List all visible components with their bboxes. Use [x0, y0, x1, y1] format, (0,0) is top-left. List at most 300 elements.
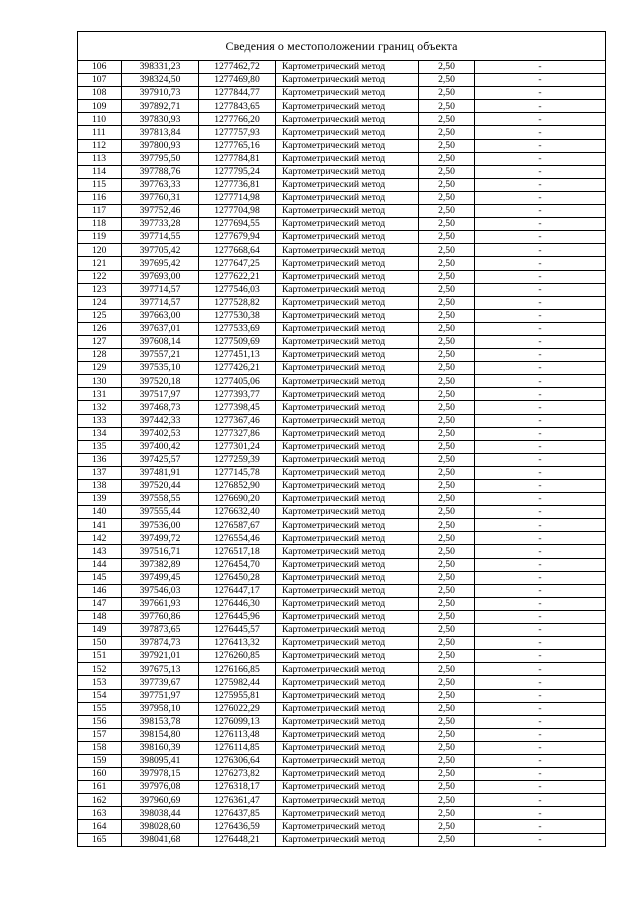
accuracy-cell: 2,50 [419, 309, 475, 322]
table-row [78, 322, 606, 335]
method-cell: Картометрический метод [276, 532, 419, 545]
description-cell: - [475, 676, 606, 689]
coordinate-y-cell: 1277145,78 [199, 466, 276, 479]
coordinate-x-cell: 397714,57 [122, 283, 199, 296]
coordinate-y-cell: 1276554,46 [199, 532, 276, 545]
point-number-cell: 164 [78, 820, 122, 833]
method-cell: Картометрический метод [276, 362, 419, 375]
coordinate-y-cell: 1276273,82 [199, 768, 276, 781]
coordinate-y-cell: 1276447,17 [199, 584, 276, 597]
method-cell: Картометрический метод [276, 191, 419, 204]
coordinate-x-cell: 397714,55 [122, 231, 199, 244]
method-cell: Картометрический метод [276, 715, 419, 728]
point-number-cell: 128 [78, 349, 122, 362]
description-cell: - [475, 545, 606, 558]
point-number-cell: 115 [78, 178, 122, 191]
accuracy-cell: 2,50 [419, 741, 475, 754]
point-number-cell: 150 [78, 637, 122, 650]
coordinate-x-cell: 397481,91 [122, 466, 199, 479]
table-row [78, 689, 606, 702]
description-cell: - [475, 87, 606, 100]
accuracy-cell: 2,50 [419, 74, 475, 87]
accuracy-cell: 2,50 [419, 100, 475, 113]
description-cell: - [475, 362, 606, 375]
coordinate-y-cell: 1277679,94 [199, 231, 276, 244]
method-cell: Картометрический метод [276, 506, 419, 519]
accuracy-cell: 2,50 [419, 453, 475, 466]
coordinate-x-cell: 397921,01 [122, 650, 199, 663]
table-row [78, 610, 606, 623]
accuracy-cell: 2,50 [419, 349, 475, 362]
coordinate-y-cell: 1276448,21 [199, 833, 276, 846]
accuracy-cell: 2,50 [419, 768, 475, 781]
accuracy-cell: 2,50 [419, 663, 475, 676]
table-row [78, 244, 606, 257]
coordinate-y-cell: 1276436,59 [199, 820, 276, 833]
method-cell: Картометрический метод [276, 610, 419, 623]
coordinate-y-cell: 1277622,21 [199, 270, 276, 283]
accuracy-cell: 2,50 [419, 676, 475, 689]
method-cell: Картометрический метод [276, 663, 419, 676]
accuracy-cell: 2,50 [419, 506, 475, 519]
description-cell: - [475, 218, 606, 231]
coordinate-x-cell: 397978,15 [122, 768, 199, 781]
point-number-cell: 162 [78, 794, 122, 807]
point-number-cell: 142 [78, 532, 122, 545]
table-row [78, 493, 606, 506]
description-cell: - [475, 833, 606, 846]
coordinate-x-cell: 397442,33 [122, 414, 199, 427]
coordinate-x-cell: 397795,50 [122, 152, 199, 165]
coordinate-x-cell: 397546,03 [122, 584, 199, 597]
accuracy-cell: 2,50 [419, 388, 475, 401]
point-number-cell: 151 [78, 650, 122, 663]
coordinate-x-cell: 397608,14 [122, 335, 199, 348]
point-number-cell: 116 [78, 191, 122, 204]
table-row [78, 178, 606, 191]
table-row [78, 165, 606, 178]
table-row [78, 74, 606, 87]
point-number-cell: 111 [78, 126, 122, 139]
method-cell: Картометрический метод [276, 794, 419, 807]
accuracy-cell: 2,50 [419, 178, 475, 191]
coordinate-y-cell: 1276306,64 [199, 754, 276, 767]
coordinate-y-cell: 1277469,80 [199, 74, 276, 87]
point-number-cell: 148 [78, 610, 122, 623]
description-cell: - [475, 440, 606, 453]
coordinate-x-cell: 397675,13 [122, 663, 199, 676]
description-cell: - [475, 349, 606, 362]
table-row [78, 597, 606, 610]
coordinate-x-cell: 397960,69 [122, 794, 199, 807]
accuracy-cell: 2,50 [419, 637, 475, 650]
coordinate-y-cell: 1277301,24 [199, 440, 276, 453]
method-cell: Картометрический метод [276, 218, 419, 231]
point-number-cell: 138 [78, 480, 122, 493]
coordinate-y-cell: 1276450,28 [199, 571, 276, 584]
description-cell: - [475, 322, 606, 335]
coordinate-x-cell: 397695,42 [122, 257, 199, 270]
method-cell: Картометрический метод [276, 283, 419, 296]
coordinate-x-cell: 397637,01 [122, 322, 199, 335]
method-cell: Картометрический метод [276, 493, 419, 506]
coordinate-y-cell: 1277795,24 [199, 165, 276, 178]
point-number-cell: 143 [78, 545, 122, 558]
table-row [78, 637, 606, 650]
coordinate-y-cell: 1276166,85 [199, 663, 276, 676]
table-row [78, 781, 606, 794]
coordinate-x-cell: 397751,97 [122, 689, 199, 702]
accuracy-cell: 2,50 [419, 165, 475, 178]
point-number-cell: 108 [78, 87, 122, 100]
method-cell: Картометрический метод [276, 427, 419, 440]
point-number-cell: 109 [78, 100, 122, 113]
coordinate-y-cell: 1277259,39 [199, 453, 276, 466]
description-cell: - [475, 309, 606, 322]
method-cell: Картометрический метод [276, 820, 419, 833]
coordinate-y-cell: 1277528,82 [199, 296, 276, 309]
table-row [78, 624, 606, 637]
coordinate-x-cell: 398041,68 [122, 833, 199, 846]
accuracy-cell: 2,50 [419, 833, 475, 846]
method-cell: Картометрический метод [276, 597, 419, 610]
method-cell: Картометрический метод [276, 624, 419, 637]
table-row [78, 427, 606, 440]
accuracy-cell: 2,50 [419, 375, 475, 388]
point-number-cell: 132 [78, 401, 122, 414]
coordinate-x-cell: 397763,33 [122, 178, 199, 191]
description-cell: - [475, 650, 606, 663]
coordinate-x-cell: 398038,44 [122, 807, 199, 820]
description-cell: - [475, 584, 606, 597]
coordinate-y-cell: 1276099,13 [199, 715, 276, 728]
table-row [78, 231, 606, 244]
coordinate-y-cell: 1276690,20 [199, 493, 276, 506]
coordinate-y-cell: 1276446,30 [199, 597, 276, 610]
point-number-cell: 141 [78, 519, 122, 532]
description-cell: - [475, 244, 606, 257]
description-cell: - [475, 466, 606, 479]
description-cell: - [475, 139, 606, 152]
description-cell: - [475, 624, 606, 637]
point-number-cell: 159 [78, 754, 122, 767]
point-number-cell: 137 [78, 466, 122, 479]
point-number-cell: 135 [78, 440, 122, 453]
coordinate-x-cell: 397520,44 [122, 480, 199, 493]
accuracy-cell: 2,50 [419, 807, 475, 820]
method-cell: Картометрический метод [276, 74, 419, 87]
table-row [78, 453, 606, 466]
coordinate-x-cell: 397910,73 [122, 87, 199, 100]
table-row [78, 584, 606, 597]
description-cell: - [475, 178, 606, 191]
table-row [78, 349, 606, 362]
table-row [78, 270, 606, 283]
coordinate-x-cell: 398154,80 [122, 728, 199, 741]
method-cell: Картометрический метод [276, 741, 419, 754]
coordinate-y-cell: 1277647,25 [199, 257, 276, 270]
coordinate-x-cell: 398153,78 [122, 715, 199, 728]
coordinate-x-cell: 397517,97 [122, 388, 199, 401]
table-row [78, 375, 606, 388]
point-number-cell: 118 [78, 218, 122, 231]
point-number-cell: 126 [78, 322, 122, 335]
description-cell: - [475, 571, 606, 584]
accuracy-cell: 2,50 [419, 715, 475, 728]
table-row [78, 676, 606, 689]
description-cell: - [475, 231, 606, 244]
accuracy-cell: 2,50 [419, 650, 475, 663]
point-number-cell: 140 [78, 506, 122, 519]
coordinate-y-cell: 1277405,06 [199, 375, 276, 388]
method-cell: Картометрический метод [276, 375, 419, 388]
method-cell: Картометрический метод [276, 545, 419, 558]
point-number-cell: 161 [78, 781, 122, 794]
coordinate-x-cell: 397705,42 [122, 244, 199, 257]
method-cell: Картометрический метод [276, 349, 419, 362]
point-number-cell: 152 [78, 663, 122, 676]
method-cell: Картометрический метод [276, 401, 419, 414]
method-cell: Картометрический метод [276, 571, 419, 584]
table-body [78, 61, 606, 847]
point-number-cell: 110 [78, 113, 122, 126]
method-cell: Картометрический метод [276, 270, 419, 283]
method-cell: Картометрический метод [276, 61, 419, 74]
method-cell: Картометрический метод [276, 650, 419, 663]
point-number-cell: 106 [78, 61, 122, 74]
accuracy-cell: 2,50 [419, 728, 475, 741]
method-cell: Картометрический метод [276, 637, 419, 650]
accuracy-cell: 2,50 [419, 754, 475, 767]
point-number-cell: 139 [78, 493, 122, 506]
method-cell: Картометрический метод [276, 139, 419, 152]
description-cell: - [475, 715, 606, 728]
coordinate-x-cell: 397516,71 [122, 545, 199, 558]
table-row [78, 61, 606, 74]
method-cell: Картометрический метод [276, 466, 419, 479]
point-number-cell: 107 [78, 74, 122, 87]
table-row [78, 794, 606, 807]
coordinate-x-cell: 397788,76 [122, 165, 199, 178]
accuracy-cell: 2,50 [419, 414, 475, 427]
coordinate-x-cell: 398095,41 [122, 754, 199, 767]
accuracy-cell: 2,50 [419, 532, 475, 545]
point-number-cell: 123 [78, 283, 122, 296]
coordinate-y-cell: 1276437,85 [199, 807, 276, 820]
point-number-cell: 130 [78, 375, 122, 388]
point-number-cell: 163 [78, 807, 122, 820]
coordinate-y-cell: 1277393,77 [199, 388, 276, 401]
coordinate-y-cell: 1277844,77 [199, 87, 276, 100]
coordinate-x-cell: 398331,23 [122, 61, 199, 74]
description-cell: - [475, 637, 606, 650]
description-cell: - [475, 257, 606, 270]
method-cell: Картометрический метод [276, 165, 419, 178]
coordinate-x-cell: 397468,73 [122, 401, 199, 414]
description-cell: - [475, 191, 606, 204]
point-number-cell: 136 [78, 453, 122, 466]
description-cell: - [475, 113, 606, 126]
point-number-cell: 112 [78, 139, 122, 152]
accuracy-cell: 2,50 [419, 466, 475, 479]
coordinate-x-cell: 397739,67 [122, 676, 199, 689]
coordinate-y-cell: 1277398,45 [199, 401, 276, 414]
coordinate-y-cell: 1277765,16 [199, 139, 276, 152]
table-row [78, 820, 606, 833]
accuracy-cell: 2,50 [419, 624, 475, 637]
table-row [78, 414, 606, 427]
point-number-cell: 156 [78, 715, 122, 728]
table-row [78, 191, 606, 204]
coordinate-y-cell: 1277784,81 [199, 152, 276, 165]
accuracy-cell: 2,50 [419, 571, 475, 584]
table-row [78, 728, 606, 741]
coordinate-x-cell: 397557,21 [122, 349, 199, 362]
method-cell: Картометрический метод [276, 676, 419, 689]
point-number-cell: 125 [78, 309, 122, 322]
coordinate-y-cell: 1276413,32 [199, 637, 276, 650]
table-row [78, 558, 606, 571]
table-row [78, 309, 606, 322]
description-cell: - [475, 663, 606, 676]
coordinate-x-cell: 397976,08 [122, 781, 199, 794]
method-cell: Картометрический метод [276, 480, 419, 493]
coordinate-y-cell: 1277694,55 [199, 218, 276, 231]
description-cell: - [475, 74, 606, 87]
coordinate-x-cell: 397830,93 [122, 113, 199, 126]
table-row [78, 833, 606, 846]
description-cell: - [475, 100, 606, 113]
method-cell: Картометрический метод [276, 113, 419, 126]
method-cell: Картометрический метод [276, 768, 419, 781]
description-cell: - [475, 558, 606, 571]
table-row [78, 741, 606, 754]
coordinate-x-cell: 397555,44 [122, 506, 199, 519]
description-cell: - [475, 152, 606, 165]
method-cell: Картометрический метод [276, 388, 419, 401]
description-cell: - [475, 205, 606, 218]
description-cell: - [475, 270, 606, 283]
table-row [78, 480, 606, 493]
description-cell: - [475, 807, 606, 820]
description-cell: - [475, 375, 606, 388]
point-number-cell: 134 [78, 427, 122, 440]
method-cell: Картометрический метод [276, 231, 419, 244]
description-cell: - [475, 519, 606, 532]
table-row [78, 401, 606, 414]
accuracy-cell: 2,50 [419, 519, 475, 532]
accuracy-cell: 2,50 [419, 610, 475, 623]
accuracy-cell: 2,50 [419, 597, 475, 610]
description-cell: - [475, 702, 606, 715]
method-cell: Картометрический метод [276, 126, 419, 139]
description-cell: - [475, 728, 606, 741]
boundary-coordinates-table [77, 31, 606, 847]
coordinate-y-cell: 1277736,81 [199, 178, 276, 191]
description-cell: - [475, 610, 606, 623]
point-number-cell: 121 [78, 257, 122, 270]
table-row [78, 663, 606, 676]
table-row [78, 362, 606, 375]
table-row [78, 218, 606, 231]
table-row [78, 807, 606, 820]
coordinate-y-cell: 1275982,44 [199, 676, 276, 689]
method-cell: Картометрический метод [276, 440, 419, 453]
coordinate-y-cell: 1276318,17 [199, 781, 276, 794]
table-row [78, 440, 606, 453]
accuracy-cell: 2,50 [419, 87, 475, 100]
point-number-cell: 153 [78, 676, 122, 689]
coordinate-y-cell: 1277546,03 [199, 283, 276, 296]
point-number-cell: 129 [78, 362, 122, 375]
accuracy-cell: 2,50 [419, 558, 475, 571]
description-cell: - [475, 754, 606, 767]
coordinate-y-cell: 1276632,40 [199, 506, 276, 519]
description-cell: - [475, 335, 606, 348]
description-cell: - [475, 689, 606, 702]
coordinate-x-cell: 397752,46 [122, 205, 199, 218]
accuracy-cell: 2,50 [419, 205, 475, 218]
point-number-cell: 119 [78, 231, 122, 244]
table-row [78, 100, 606, 113]
coordinate-y-cell: 1277462,72 [199, 61, 276, 74]
point-number-cell: 122 [78, 270, 122, 283]
description-cell: - [475, 414, 606, 427]
table-row [78, 296, 606, 309]
accuracy-cell: 2,50 [419, 480, 475, 493]
method-cell: Картометрический метод [276, 178, 419, 191]
description-cell: - [475, 401, 606, 414]
accuracy-cell: 2,50 [419, 270, 475, 283]
point-number-cell: 154 [78, 689, 122, 702]
description-cell: - [475, 283, 606, 296]
coordinate-y-cell: 1277843,65 [199, 100, 276, 113]
point-number-cell: 147 [78, 597, 122, 610]
coordinate-y-cell: 1277451,13 [199, 349, 276, 362]
table-row [78, 283, 606, 296]
coordinate-y-cell: 1277530,38 [199, 309, 276, 322]
coordinate-y-cell: 1277704,98 [199, 205, 276, 218]
accuracy-cell: 2,50 [419, 296, 475, 309]
table-row [78, 754, 606, 767]
method-cell: Картометрический метод [276, 453, 419, 466]
description-cell: - [475, 126, 606, 139]
point-number-cell: 131 [78, 388, 122, 401]
point-number-cell: 157 [78, 728, 122, 741]
table-row [78, 139, 606, 152]
description-cell: - [475, 480, 606, 493]
description-cell: - [475, 741, 606, 754]
table-title: Сведения о местоположении границ объекта [78, 32, 606, 61]
coordinate-y-cell: 1276022,29 [199, 702, 276, 715]
method-cell: Картометрический метод [276, 244, 419, 257]
coordinate-y-cell: 1276517,18 [199, 545, 276, 558]
coordinate-y-cell: 1277367,46 [199, 414, 276, 427]
method-cell: Картометрический метод [276, 296, 419, 309]
coordinate-x-cell: 397535,10 [122, 362, 199, 375]
description-cell: - [475, 165, 606, 178]
accuracy-cell: 2,50 [419, 244, 475, 257]
method-cell: Картометрический метод [276, 322, 419, 335]
coordinate-x-cell: 397425,57 [122, 453, 199, 466]
method-cell: Картометрический метод [276, 754, 419, 767]
coordinate-x-cell: 397958,10 [122, 702, 199, 715]
accuracy-cell: 2,50 [419, 335, 475, 348]
point-number-cell: 133 [78, 414, 122, 427]
table-row [78, 715, 606, 728]
method-cell: Картометрический метод [276, 152, 419, 165]
coordinate-y-cell: 1276852,90 [199, 480, 276, 493]
